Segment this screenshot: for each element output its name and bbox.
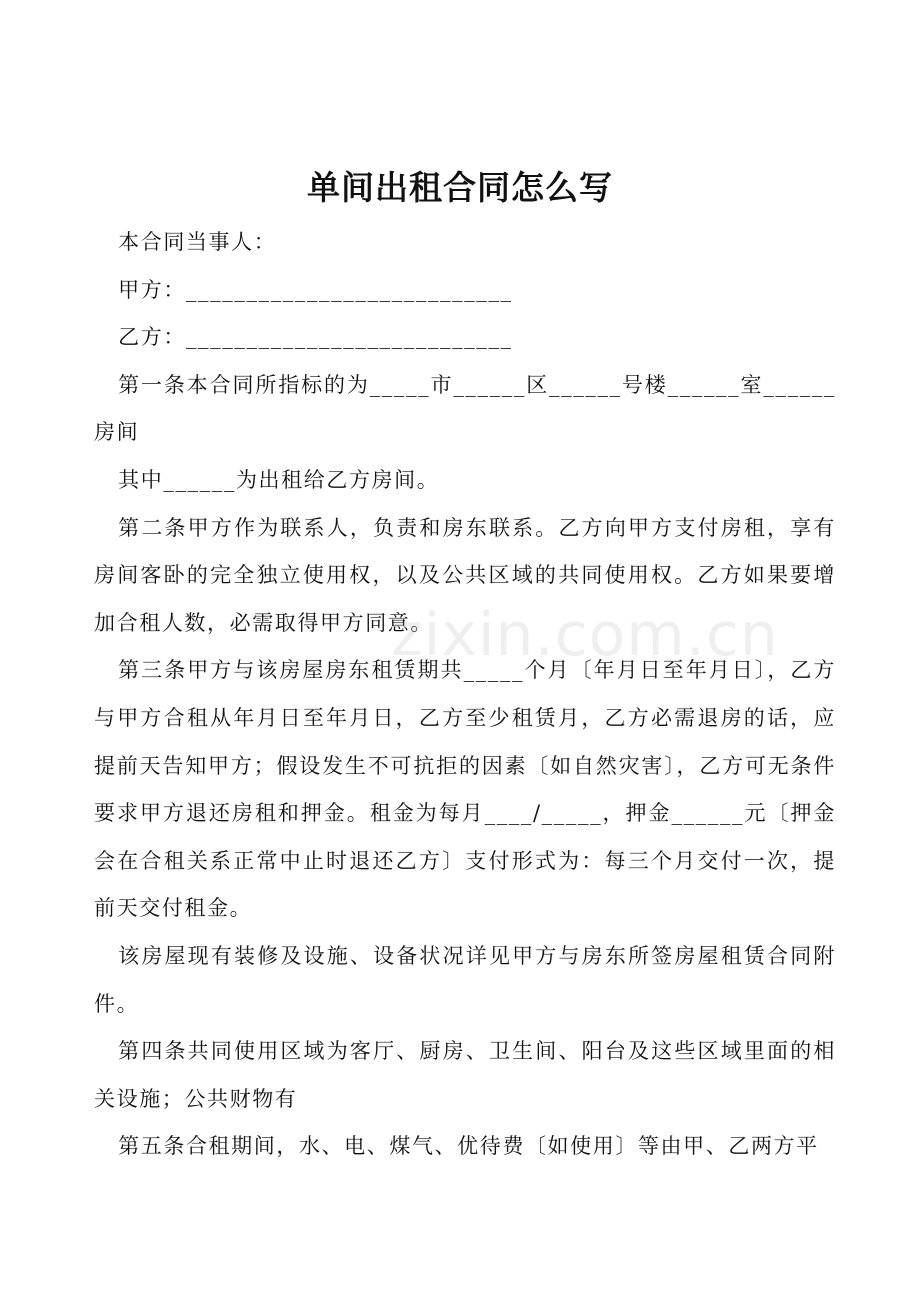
- paragraph-article-4: 第四条共同使用区域为客厅、厨房、卫生间、阳台及这些区域里面的相关设施；公共财物有: [94, 1039, 836, 1111]
- paragraph-fixtures: 该房屋现有装修及设施、设备状况详见甲方与房东所签房屋租赁合同附件。: [94, 943, 836, 1016]
- paragraph-party-b: 乙方：___________________________: [118, 325, 513, 350]
- paragraph-article-2: 第二条甲方作为联系人，负责和房东联系。乙方向甲方支付房租，享有房间客卧的完全独立使用权，以及公共区域的共同使用权。乙方如果要增加合租人数，必需取得甲方同意。: [94, 515, 836, 635]
- paragraph-room-assignment: 其中______为出租给乙方房间。: [118, 467, 440, 492]
- document-body: [94, 219, 836, 1171]
- paragraph-article-5: 第五条合租期间，水、电、煤气、优待费〔如使用〕等由甲、乙两方平: [118, 1134, 819, 1159]
- paragraph-article-1: 第一条本合同所指标的为_____市______区______号楼______室______房间: [94, 372, 836, 445]
- paragraph-party-a: 甲方：___________________________: [118, 277, 513, 302]
- document-title: 单间出租合同怎么写: [307, 168, 613, 207]
- paragraph-parties-intro: 本合同当事人：: [118, 230, 277, 254]
- watermark: zixin.com.cn: [391, 600, 779, 670]
- paragraph-article-3: 第三条甲方与该房屋房东租赁期共_____个月〔年月日至年月日〕，乙方与甲方合租从年月日至年月日，乙方至少租赁月，乙方必需退房的话，应提前天告知甲方；假设发生不可抗拒的因素〔如自然灾害〕，乙方可无条件要求甲方退还房租和押金。租金为每月____/_____，押金______元〔押金会在合租关系正常中止时退还乙方〕支付形式为：每三个月交付一次，提前天交付租金。: [94, 658, 836, 921]
